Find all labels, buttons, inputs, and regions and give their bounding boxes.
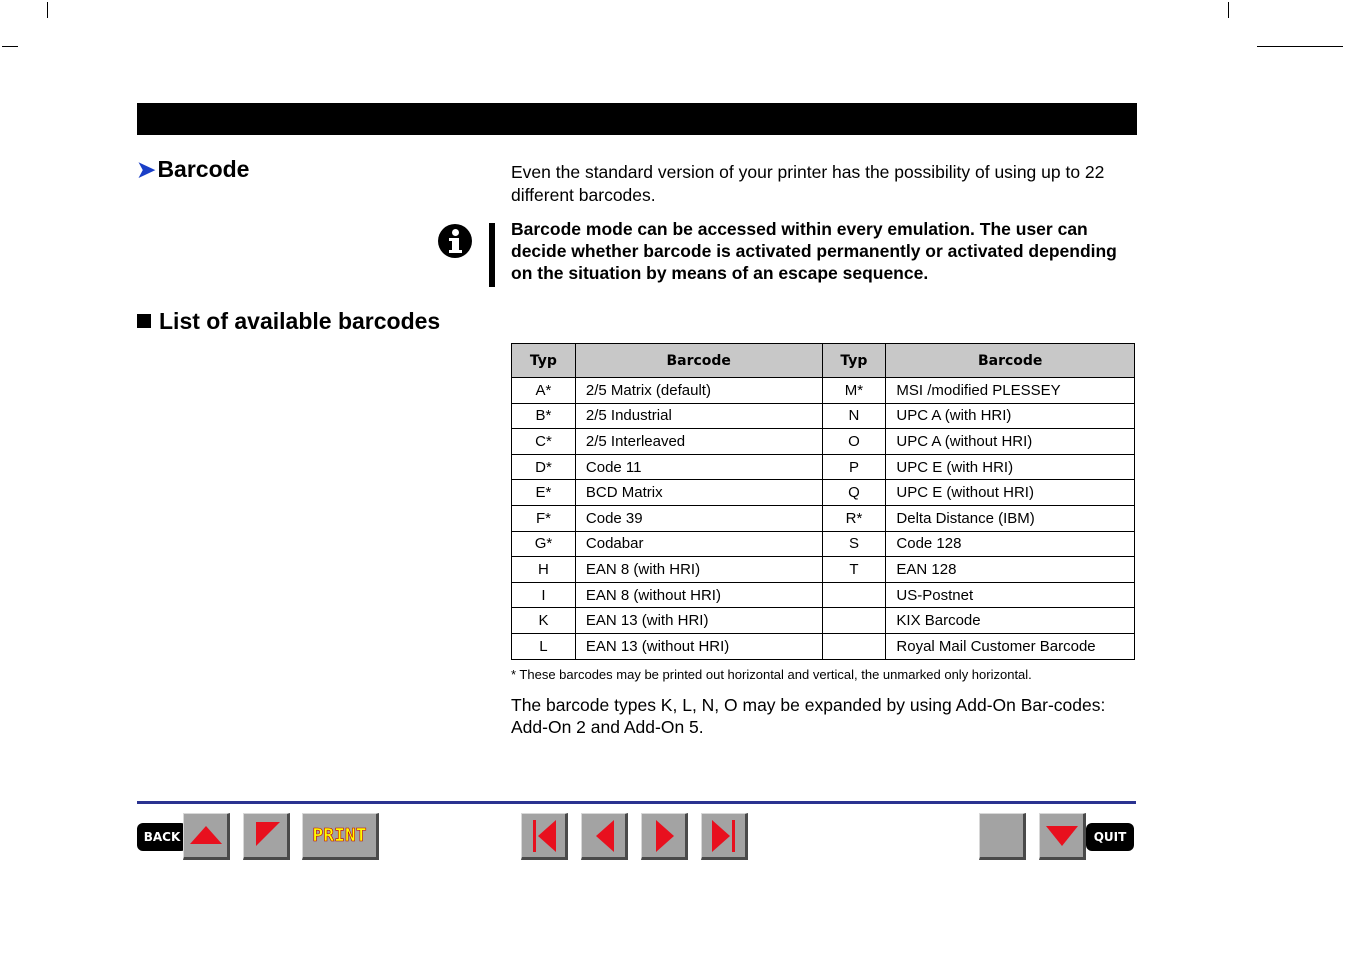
previous-page-icon [582,814,626,858]
first-page-button[interactable] [521,813,568,860]
barcode-cell: Code 128 [886,531,1135,557]
barcode-table [511,343,1135,660]
barcode-cell: 2/5 Interleaved [575,429,822,455]
barcode-cell: 2/5 Industrial [575,403,822,429]
barcode-cell: EAN 13 (without HRI) [575,633,822,659]
typ-cell: N [822,403,886,429]
barcode-cell: Codabar [575,531,822,557]
table-row [512,403,1135,429]
next-page-icon [642,814,686,858]
typ-cell [822,582,886,608]
note-text: Barcode mode can be accessed within every emulation. The user can decide whether barcode is activated permanently or activated depending on the situation by means of an escape sequence. [511,219,1117,283]
column-header-barcode: Barcode [575,344,822,378]
typ-cell: T [822,557,886,583]
square-bullet-icon [137,314,151,328]
typ-cell: L [512,633,576,659]
barcode-cell: UPC A (without HRI) [886,429,1135,455]
note-marker [489,223,495,287]
arrow-up-icon [184,814,228,858]
back-button[interactable]: BACK [137,823,187,851]
crop-mark [2,46,18,47]
typ-cell [822,608,886,634]
barcode-cell: EAN 13 (with HRI) [575,608,822,634]
print-button[interactable]: PRINT [302,813,379,860]
barcode-cell: UPC A (with HRI) [886,403,1135,429]
page-down-button[interactable] [1039,813,1086,860]
typ-cell: O [822,429,886,455]
next-page-button[interactable] [641,813,688,860]
list-title: List of available barcodes [137,308,440,335]
typ-cell: E* [512,480,576,506]
table-row [512,378,1135,404]
typ-cell: A* [512,378,576,404]
first-page-icon [522,814,566,858]
typ-cell: B* [512,403,576,429]
quit-button[interactable]: QUIT [1086,823,1134,851]
arrow-down-icon [1040,814,1084,858]
intro-text: Even the standard version of your printer has the possibility of using up to 22 different barcodes. [511,162,1105,205]
typ-cell: K [512,608,576,634]
barcode-cell: KIX Barcode [886,608,1135,634]
barcode-cell: UPC E (with HRI) [886,454,1135,480]
typ-cell: C* [512,429,576,455]
last-page-icon [702,814,746,858]
previous-page-button[interactable] [581,813,628,860]
typ-cell: H [512,557,576,583]
barcode-cell: UPC E (without HRI) [886,480,1135,506]
last-page-button[interactable] [701,813,748,860]
footnote: * These barcodes may be printed out horizontal and vertical, the unmarked only horizontal. [511,667,1032,682]
table-row [512,480,1135,506]
typ-cell: F* [512,505,576,531]
barcode-cell: EAN 128 [886,557,1135,583]
typ-cell: R* [822,505,886,531]
nav-divider [137,801,1136,804]
barcode-cell: Royal Mail Customer Barcode [886,633,1135,659]
crop-mark [1228,2,1229,18]
table-row [512,582,1135,608]
table-row [512,608,1135,634]
info-icon [438,224,472,258]
barcode-cell: BCD Matrix [575,480,822,506]
addon-text: The barcode types K, L, N, O may be expanded by using Add-On Bar-codes: Add-On 2 and Add-On 5. [511,695,1106,737]
header-bar [137,103,1137,135]
barcode-cell: Delta Distance (IBM) [886,505,1135,531]
typ-cell: S [822,531,886,557]
table-row [512,454,1135,480]
section-title: ➤Barcode [137,156,250,182]
barcode-cell: MSI /modified PLESSEY [886,378,1135,404]
typ-cell: Q [822,480,886,506]
barcode-cell: EAN 8 (without HRI) [575,582,822,608]
table-row [512,557,1135,583]
table-header-row [512,344,1135,378]
table-row [512,429,1135,455]
typ-cell: I [512,582,576,608]
return-button[interactable] [243,813,290,860]
table-row [512,531,1135,557]
typ-cell: G* [512,531,576,557]
crop-mark [1257,46,1343,47]
barcode-cell: Code 39 [575,505,822,531]
barcode-cell: 2/5 Matrix (default) [575,378,822,404]
blank-button[interactable] [979,813,1026,860]
column-header-typ: Typ [822,344,886,378]
crop-mark [47,2,48,18]
arrow-right-icon: ➤ [137,157,156,182]
table-row [512,505,1135,531]
barcode-cell: Code 11 [575,454,822,480]
column-header-barcode: Barcode [886,344,1135,378]
arrow-diagonal-icon [244,814,288,858]
page-up-button[interactable] [183,813,230,860]
typ-cell: P [822,454,886,480]
column-header-typ: Typ [512,344,576,378]
typ-cell [822,633,886,659]
barcode-cell: EAN 8 (with HRI) [575,557,822,583]
typ-cell: D* [512,454,576,480]
barcode-cell: US-Postnet [886,582,1135,608]
typ-cell: M* [822,378,886,404]
table-row [512,633,1135,659]
